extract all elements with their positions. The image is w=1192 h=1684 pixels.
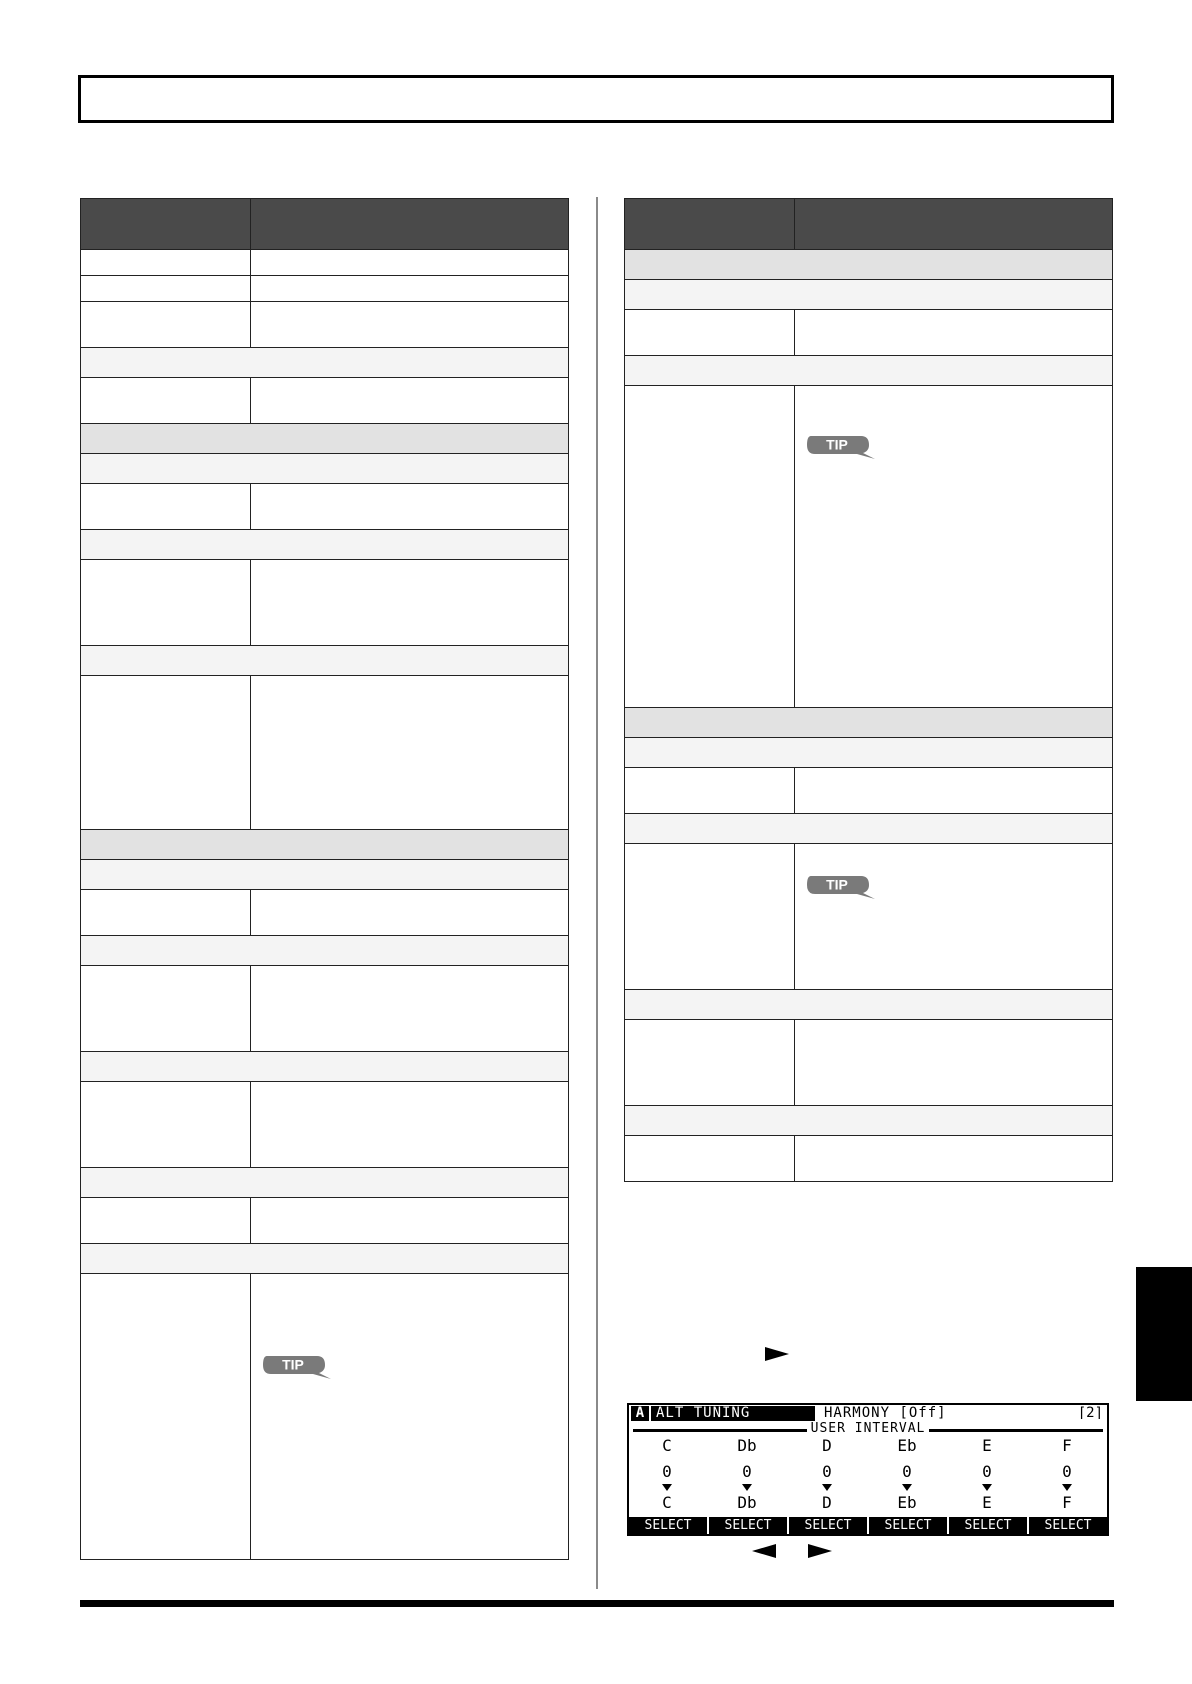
header-parameter-cell <box>625 199 795 250</box>
lcd-interval-value[interactable]: 0 <box>742 1462 752 1481</box>
table-row <box>625 1020 1113 1106</box>
down-arrow-icon <box>822 1484 832 1491</box>
lcd-to-note: D <box>822 1493 832 1512</box>
parameter-table-left <box>80 198 569 1560</box>
section-row <box>625 738 1113 768</box>
lcd-from-note: E <box>982 1436 992 1455</box>
lcd-screen <box>627 1403 1109 1536</box>
left-arrow-icon <box>752 1544 776 1558</box>
lcd-to-note: C <box>662 1493 672 1512</box>
table-row <box>81 484 569 530</box>
lcd-interval-value[interactable]: 0 <box>902 1462 912 1481</box>
tip-badge <box>805 872 877 902</box>
table-row <box>81 1082 569 1168</box>
section-row <box>81 1244 569 1274</box>
table-row <box>625 310 1113 356</box>
group-row <box>81 424 569 454</box>
lcd-to-note: E <box>982 1493 992 1512</box>
table-row <box>625 386 1113 708</box>
section-row <box>81 860 569 890</box>
table-header-row <box>625 199 1113 250</box>
select-button[interactable]: SELECT <box>644 1518 692 1533</box>
lcd-harmony-status: HARMONY [Off] <box>824 1405 947 1421</box>
group-row <box>625 708 1113 738</box>
lcd-to-note: Db <box>737 1493 757 1512</box>
table-row <box>625 1136 1113 1182</box>
select-button[interactable]: SELECT <box>724 1518 772 1533</box>
lcd-page-number: 2 <box>1086 1405 1095 1421</box>
section-row <box>81 1052 569 1082</box>
lcd-to-note: Eb <box>897 1493 917 1512</box>
lcd-arrow-row <box>629 1481 1107 1493</box>
lcd-function-bar <box>629 1517 1107 1534</box>
table-header-row <box>81 199 569 250</box>
table-row <box>625 768 1113 814</box>
lcd-section-title <box>629 1421 1107 1437</box>
tip-badge-label: TIP <box>826 876 848 893</box>
section-row <box>625 1106 1113 1136</box>
table-row <box>81 966 569 1052</box>
header-parameter-cell <box>81 199 251 250</box>
column-divider <box>596 197 598 1589</box>
section-row <box>625 990 1113 1020</box>
down-arrow-icon <box>902 1484 912 1491</box>
table-row <box>81 302 569 348</box>
header-description-cell <box>251 199 569 250</box>
lcd-to-notes-row <box>629 1494 1107 1512</box>
table-row <box>81 276 569 302</box>
chapter-side-tab <box>1136 1267 1192 1401</box>
table-row <box>81 1198 569 1244</box>
lcd-from-note: Db <box>737 1436 757 1455</box>
table-row <box>81 676 569 830</box>
table-row <box>81 890 569 936</box>
tip-badge <box>261 1352 333 1382</box>
lcd-interval-value[interactable]: 0 <box>822 1462 832 1481</box>
section-row <box>81 348 569 378</box>
down-arrow-icon <box>982 1484 992 1491</box>
right-arrow-icon <box>765 1347 789 1361</box>
lcd-interval-value[interactable]: 0 <box>1062 1462 1072 1481</box>
select-button[interactable]: SELECT <box>884 1518 932 1533</box>
section-row <box>625 814 1113 844</box>
header-description-cell <box>795 199 1113 250</box>
table-row <box>81 250 569 276</box>
down-arrow-icon <box>742 1484 752 1491</box>
table-row <box>81 378 569 424</box>
lcd-interval-value[interactable]: 0 <box>662 1462 672 1481</box>
lcd-interval-value[interactable]: 0 <box>982 1462 992 1481</box>
section-row <box>81 1168 569 1198</box>
lcd-page-indicator: ⌈2⌉ <box>1077 1405 1103 1421</box>
select-button[interactable]: SELECT <box>1044 1518 1092 1533</box>
select-button[interactable]: SELECT <box>804 1518 852 1533</box>
lcd-from-note: Eb <box>897 1436 917 1455</box>
lcd-from-note: C <box>662 1436 672 1455</box>
tip-badge-label: TIP <box>282 1356 304 1373</box>
page-header-box <box>78 75 1114 123</box>
lcd-to-note: F <box>1062 1493 1072 1512</box>
section-row <box>81 646 569 676</box>
footer-rule <box>80 1600 1114 1607</box>
group-row <box>625 250 1113 280</box>
table-row <box>81 1274 569 1560</box>
section-row <box>81 530 569 560</box>
table-row <box>625 844 1113 990</box>
lcd-section-title-text: USER INTERVAL <box>807 1421 930 1436</box>
section-row <box>625 280 1113 310</box>
lcd-interval-row <box>629 1463 1107 1481</box>
select-button[interactable]: SELECT <box>964 1518 1012 1533</box>
table-row <box>81 560 569 646</box>
lcd-from-note: F <box>1062 1436 1072 1455</box>
lcd-from-note: D <box>822 1436 832 1455</box>
lcd-mode-tab: ALT TUNING <box>651 1406 815 1421</box>
section-row <box>625 356 1113 386</box>
lcd-title-bar <box>629 1405 1107 1422</box>
down-arrow-icon <box>1062 1484 1072 1491</box>
right-arrow-icon <box>808 1544 832 1558</box>
section-row <box>81 936 569 966</box>
section-row <box>81 454 569 484</box>
group-row <box>81 830 569 860</box>
down-arrow-icon <box>662 1484 672 1491</box>
tip-badge <box>805 432 877 462</box>
lcd-from-notes-row <box>629 1437 1107 1455</box>
tip-badge-label: TIP <box>826 436 848 453</box>
parameter-table-right <box>624 198 1113 1182</box>
lcd-part-a-icon: A <box>631 1406 649 1421</box>
